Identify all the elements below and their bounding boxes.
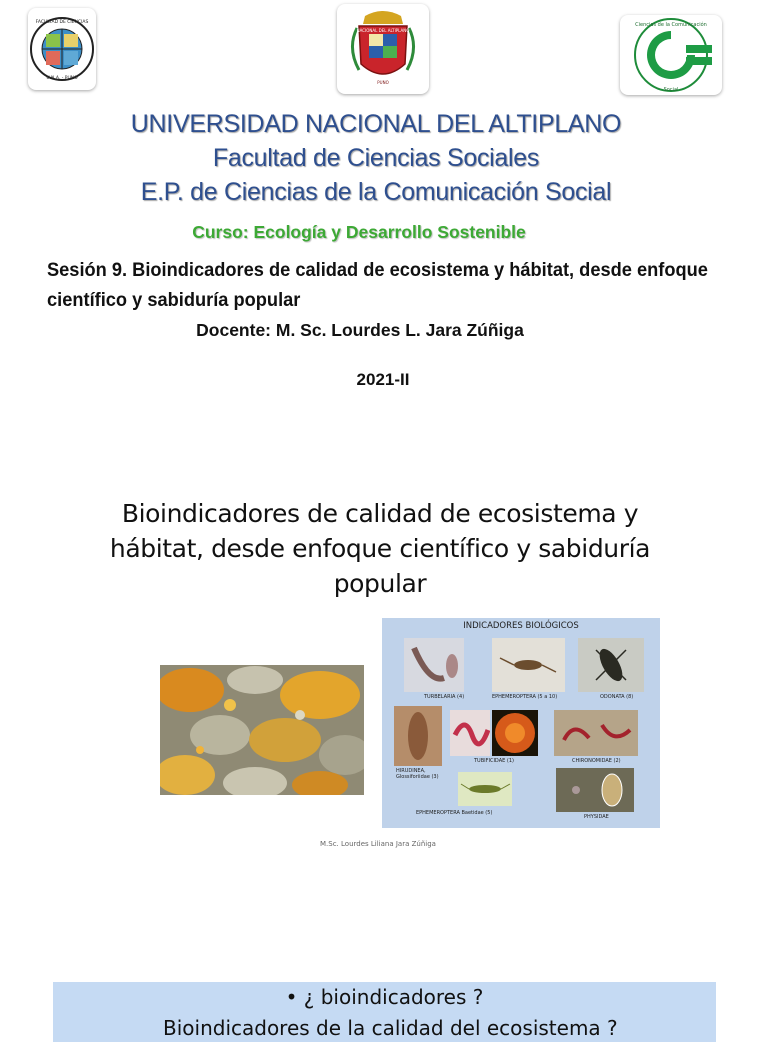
turbelaria-photo: [404, 638, 464, 692]
academic-term: 2021-II: [356, 370, 410, 389]
session-title: Sesión 9. Bioindicadores de calidad de ecosistema y hábitat, desde enfoque científico y sabiduría popular: [47, 260, 708, 311]
caption-hirudinea: HIRUDINEA, Glossiforiidae (3): [396, 768, 439, 780]
physidae-photo: [556, 768, 634, 812]
svg-text:Social: Social: [663, 87, 679, 93]
ephemeroptera-photo: [492, 638, 565, 692]
caption-odonata: ODONATA (8): [600, 694, 634, 700]
photo-credit: M.Sc. Lourdes Liliana Jara Zúñiga: [320, 840, 436, 848]
baetidae-photo: [458, 772, 512, 806]
university-name: UNIVERSIDAD NACIONAL DEL ALTIPLANO: [130, 110, 622, 138]
faculty-name: Facultad de Ciencias Sociales: [212, 144, 540, 172]
odonata-photo: [578, 638, 644, 692]
caption-ephemeroptera: EPHEMEROPTERA (5 a 10): [492, 694, 558, 700]
tubificidae-photo: [450, 710, 490, 756]
svg-text:U.N.A. - PUNO: U.N.A. - PUNO: [46, 76, 78, 81]
svg-text:PUNO: PUNO: [377, 80, 389, 85]
svg-text:FACULTAD DE CIENCIAS: FACULTAD DE CIENCIAS: [35, 20, 89, 25]
lichen-photo: [160, 665, 364, 795]
slide-title: Bioindicadores de calidad de ecosistema y hábitat, desde enfoque científico y sabiduría popular: [109, 499, 651, 598]
hirudinea-photo: [394, 706, 442, 766]
caption-chironomidae: CHIRONOMIDAE (2): [572, 758, 621, 764]
partial-line: Bioindicadores de la calidad del ecosistema ?: [163, 1016, 618, 1040]
caption-tubificidae: TUBIFICIDAE (1): [474, 758, 514, 764]
course-title: Curso: Ecología y Desarrollo Sostenible: [192, 222, 526, 242]
university-coat-of-arms-logo: [337, 4, 429, 94]
svg-text:NACIONAL DEL ALTIPLANO: NACIONAL DEL ALTIPLANO: [356, 28, 410, 33]
school-name: E.P. de Ciencias de la Comunicación Social: [140, 178, 612, 206]
biological-indicators-panel: [382, 618, 660, 828]
tubificidae-colony-photo: [492, 710, 538, 756]
biology-faculty-seal-logo: [28, 8, 96, 90]
next-slide-box: [53, 982, 716, 1042]
svg-text:Ciencias de la Comunicación: Ciencias de la Comunicación: [635, 22, 707, 28]
bullet-question: • ¿ bioindicadores ?: [285, 985, 484, 1009]
caption-physidae: PHYSIDAE: [584, 814, 609, 820]
communication-school-logo: [620, 15, 722, 95]
chironomidae-photo: [554, 710, 638, 756]
teacher-name: Docente: M. Sc. Lourdes L. Jara Zúñiga: [196, 320, 524, 340]
caption-baetidae: EPHEMEROPTERA Baetidae (5): [416, 810, 493, 816]
caption-turbelaria: TURBELARIA (4): [424, 694, 465, 700]
panel-title: INDICADORES BIOLÓGICOS: [463, 621, 579, 631]
